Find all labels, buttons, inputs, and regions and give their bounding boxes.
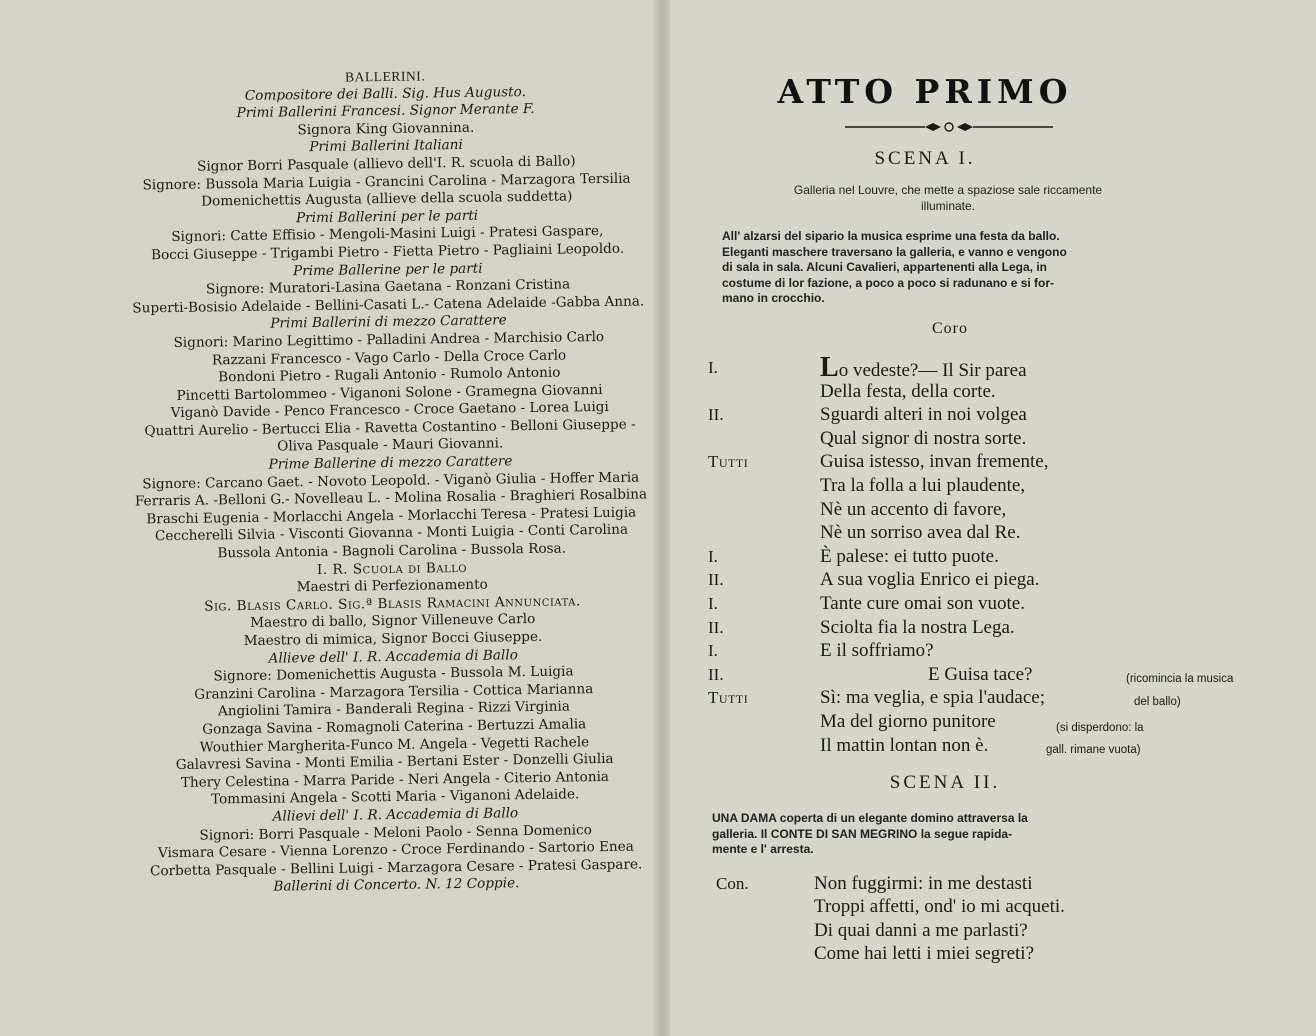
scene2-title: SCENA II. — [889, 772, 1001, 793]
speaker-label: II. — [708, 664, 724, 684]
cast-line: Primi Ballerini per le parti — [295, 207, 479, 227]
cast-line: Ferraris A. -Belloni G.- Novelleau L. - Molina Rosalia - Braghieri Rosalbina — [134, 486, 648, 510]
cast-line: Granzini Carolina - Marzagora Tersilia - Cottica Marianna — [194, 680, 594, 703]
verse-text: Il mattin lontan non è. — [820, 734, 989, 756]
speaker-label: I. — [708, 546, 718, 566]
chorus-label: Coro — [932, 320, 968, 337]
cast-line: Primi Ballerini Francesi. Signor Merante F. — [236, 101, 535, 122]
scene1-stage-directions — [722, 229, 1204, 307]
cast-line: Braschi Eugenia - Morlacchi Angela - Morlacchi Teresa - Pratesi Luigia — [146, 504, 637, 528]
speaker-label: I. — [708, 641, 718, 661]
cast-line: Allieve dell' I. R. Accademia di Ballo — [268, 646, 518, 667]
cast-line: Signore: Domenichettis Augusta - Bussola M. Luigia — [213, 663, 574, 685]
ornament-divider-icon — [843, 121, 1055, 133]
cast-line: Corbetta Pasquale - Bellini Luigi - Marzagora Cesare - Pratesi Gaspare. — [149, 856, 643, 880]
stage-direction-line: mente e l' arresta. — [712, 842, 814, 856]
verse-text: A sua voglia Enrico ei piega. — [820, 569, 1040, 591]
cast-line: Ceccherelli Silvia - Visconti Giovanna - Monti Luigia - Conti Carolina — [154, 522, 629, 545]
speaker-label: II. — [708, 405, 724, 425]
stage-direction-line: galleria. Il CONTE DI SAN MEGRINO la segue rapida- — [712, 826, 1013, 841]
speaker-label: II. — [708, 617, 724, 637]
act-title: ATTO PRIMO — [777, 72, 1073, 111]
cast-line: Quattri Aurelio - Bertucci Elia - Ravetta Costantino - Belloni Giuseppe - — [144, 416, 636, 440]
cast-line: Maestro di ballo, Signor Villeneuve Carlo — [250, 611, 536, 632]
cast-line: Bondoni Pietro - Rugali Antonio - Rumolo Antonio — [218, 364, 561, 386]
cast-line: Viganò Davide - Penco Francesco - Croce Gaetano - Lorea Luigi — [170, 399, 609, 422]
speaker-label: I. — [708, 358, 718, 377]
scene2-stage-directions — [712, 811, 1202, 858]
stage-direction-line: costume di lor fazione, a poco a poco si radunano e si for- — [722, 275, 1055, 290]
verse-text: E Guisa tace? — [928, 663, 1033, 685]
verse-text: Come hai letti i miei segreti? — [814, 943, 1035, 965]
verse-text: Nè un sorriso avea dal Re. — [820, 522, 1021, 544]
stage-note: gall. rimane vuota) — [1046, 743, 1141, 756]
cast-line: Tommasini Angela - Scotti Maria - Viganoni Adelaide. — [210, 786, 580, 808]
cast-line: Prime Ballerine per le parti — [292, 260, 483, 279]
verse-text: Tra la folla a lui plaudente, — [820, 475, 1026, 496]
verse-text: Della festa, della corte. — [820, 380, 996, 402]
scene1-title: SCENA I. — [874, 148, 976, 169]
cast-line: Bussola Antonia - Bagnoli Carolina - Bussola Rosa. — [217, 540, 567, 562]
cast-line: Sig. Blasis Carlo. Sig.ª Blasis Ramacini Annunciata. — [204, 593, 581, 615]
cast-line: Signora King Giovannina. — [297, 119, 475, 139]
verse-text: È palese: ei tutto puote. — [820, 545, 999, 567]
cast-line: I. R. Scuola di Ballo — [316, 559, 468, 578]
cast-line: Maestri di Perfezionamento — [296, 576, 488, 596]
verse-text: Non fuggirmi: in me destasti — [814, 873, 1033, 894]
cast-line: Pincetti Bartolommeo - Viganoni Solone - Gramegna Giovanni — [176, 381, 603, 404]
cast-line: Oliva Pasquale - Mauri Giovanni. — [277, 435, 504, 456]
cast-line: Gonzaga Savina - Romagnoli Caterina - Bertuzzi Amalia — [202, 716, 587, 738]
ballerini-cast-list — [100, 64, 681, 899]
stage-note: del ballo) — [1134, 696, 1181, 709]
verse-text: Guisa istesso, invan fremente, — [820, 451, 1049, 473]
cast-line: Signore: Carcano Gaet. - Novoto Leopold. - Viganò Giulia - Hoffer Maria — [142, 469, 640, 493]
verse-text: Tante cure omai son vuote. — [820, 593, 1025, 614]
cast-line: Vismara Cesare - Vienna Lorenzo - Croce Ferdinando - Sartorio Enea — [157, 838, 634, 862]
verse-text: Nè un accento di favore, — [820, 498, 1007, 520]
stage-note: (si disperdono: la — [1056, 722, 1144, 734]
stage-direction-line: UNA DAMA coperta di un elegante domino attraversa la — [712, 811, 1028, 825]
cast-line: BALLERINI. — [344, 68, 426, 85]
cast-line: Wouthier Margherita-Funco M. Angela - Vegetti Rachele — [199, 733, 590, 756]
stage-direction-line: di sala in sala. Alcuni Cavalieri, appartenenti alla Lega, in — [722, 260, 1048, 274]
cast-line: Signore: Muratori-Lasina Gaetana - Ronzani Cristina — [205, 276, 571, 298]
cast-line: Domenichettis Augusta (allieve della scuola suddetta) — [201, 188, 573, 210]
speaker-label: I. — [708, 594, 718, 613]
scene1-setting — [708, 183, 1188, 214]
stage-direction-line: All' alzarsi del sipario la musica esprime una festa da ballo. — [722, 229, 1060, 243]
cast-line: Signori: Marino Legittimo - Palladini Andrea - Marchisio Carlo — [173, 328, 605, 351]
cast-line: Allievi dell' I. R. Accademia di Ballo — [272, 805, 519, 825]
drop-cap: L — [820, 352, 839, 383]
speaker-label: II. — [708, 570, 724, 590]
cast-line: Signori: Catte Effisio - Mengoli-Masini Luigi - Pratesi Gaspare, — [171, 223, 604, 246]
scene1-setting-line: illuminate. — [920, 198, 976, 213]
cast-line: Thery Celestina - Marra Paride - Neri Angela - Citerio Antonia — [180, 768, 610, 791]
cast-line: Signore: Bussola Maria Luigia - Grancini Carolina - Marzagora Tersilia — [142, 170, 631, 193]
verse-text: E il soffriamo? — [820, 640, 934, 662]
verse-text-rest: o vedeste?— Il Sir parea — [838, 360, 1027, 381]
verse-text: Troppi affetti, ond' io mi acqueti. — [814, 896, 1065, 918]
cast-line: Angiolini Tamira - Banderali Regina - Rizzi Virginia — [217, 698, 571, 720]
verse-text: Di quai danni a me parlasti? — [814, 919, 1028, 941]
speaker-label: Tutti — [708, 452, 749, 472]
speaker-label: Tutti — [708, 688, 749, 708]
cast-line: Primi Ballerini Italiani — [309, 137, 463, 156]
stage-direction-line: mano in crocchio. — [722, 291, 825, 305]
stage-note: (ricomincia la musica — [1126, 672, 1234, 685]
cast-line: Superti-Bosisio Adelaide - Bellini-Casati L.- Catena Adelaide -Gabba Anna. — [132, 293, 645, 317]
cast-line: Ballerini di Concerto. N. 12 Coppie. — [273, 875, 520, 895]
cast-line: Bocci Giuseppe - Trigambi Pietro - Fietta Pietro - Pagliaini Leopoldo. — [150, 240, 625, 264]
stage-direction-line: Eleganti maschere traversano la galleria, e vanno e vengono — [722, 244, 1067, 259]
verse-text: Sciolta fia la nostra Lega. — [820, 616, 1015, 638]
scene1-setting-line: Galleria nel Louvre, che mette a spaziose sale riccamente — [793, 183, 1103, 197]
verse-text: Ma del giorno punitore — [820, 711, 996, 732]
cast-line: Signori: Borri Pasquale - Meloni Paolo - Senna Domenico — [199, 821, 592, 844]
verse-text: Sguardi alteri in noi volgea — [820, 404, 1027, 426]
verse-text: Sì: ma veglia, e spia l'audace; — [820, 687, 1046, 709]
cast-line: Prime Ballerine di mezzo Carattere — [268, 453, 513, 473]
cast-line: Signor Borri Pasquale (allievo dell'I. R. scuola di Ballo) — [196, 153, 576, 175]
cast-line: Maestro di mimica, Signor Bocci Giuseppe. — [243, 628, 543, 650]
cast-line: Compositore dei Balli. Sig. Hus Augusto. — [244, 83, 526, 104]
cast-line: Primi Ballerini di mezzo Carattere — [270, 312, 507, 332]
cast-line: Galavresi Savina - Monti Emilia - Bertani Ester - Donzelli Giulia — [175, 751, 614, 774]
cast-line: Razzani Francesco - Vago Carlo - Della Croce Carlo — [211, 346, 567, 368]
speaker-label: Con. — [716, 874, 749, 893]
verse-text: Qual signor di nostra sorte. — [820, 427, 1027, 449]
